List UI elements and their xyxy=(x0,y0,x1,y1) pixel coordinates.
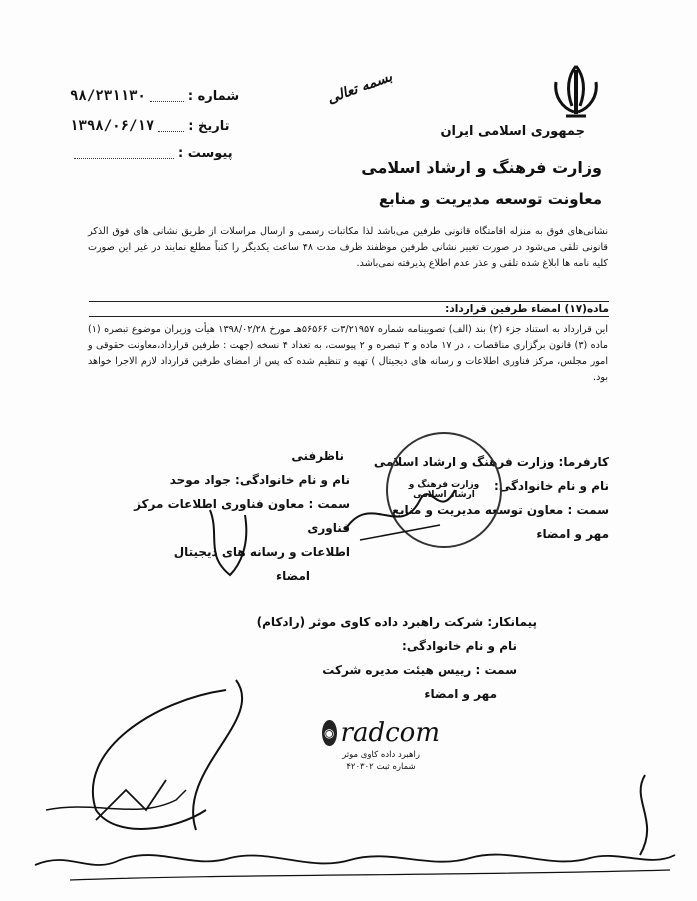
article-title: ماده(۱۷) امضاء طرفین قرارداد: xyxy=(89,301,609,317)
radcom-company-name: راهبرد داده کاوی موثر xyxy=(342,750,420,760)
letter-date-label: تاریخ : xyxy=(188,118,230,134)
letter-attachment-label: پیوست : xyxy=(178,146,233,161)
supervisor-name: نام و نام خانوادگی: جواد موحد xyxy=(169,473,350,487)
letter-number-value: ۹۸/۲۳۱۱۳۰ xyxy=(70,88,146,104)
employer-signature-icon xyxy=(340,470,460,550)
letter-attachment-row xyxy=(70,146,233,161)
ministry-stamp-text: وزارت فرهنگ و ارشاد اسلامی xyxy=(408,480,480,500)
supervisor-title: ناظرفنی xyxy=(291,449,344,463)
iran-emblem-icon xyxy=(548,62,604,120)
supervisor-sign-label: امضاء xyxy=(275,569,310,583)
radcom-registration: شماره ثبت ۴۲۰۳۰۲ xyxy=(346,762,416,772)
invocation: بسمه تعالی xyxy=(325,68,395,108)
radcom-wordmark: radcom xyxy=(340,718,440,748)
supervisor-signature-icon xyxy=(200,505,260,585)
employer-name: نام و نام خانوادگی: xyxy=(494,479,609,493)
employer-seal-label: مهر و امضاء xyxy=(536,527,609,541)
ministry-title: وزارت فرهنگ و ارشاد اسلامی xyxy=(361,158,602,177)
supervisor-position: سمت : معاون فناوری اطلاعات مرکز فناوری xyxy=(134,497,350,535)
contractor-title: پیمانکار: شرکت راهبرد داده کاوی موثر (رادکام) xyxy=(256,615,537,629)
republic-title: جمهوری اسلامی ایران xyxy=(440,124,585,139)
contract-paragraph: این قرارداد به استناد جزء (۲) بند (الف) تصویبنامه شماره ۳/۲۱۹۵۷ت ۵۶۵۶۶هـ مورخ ۱۳۹۸/۰۲/۲۸ هیأت وزیران موضوع تبصره (۱) ماده (۳) قانون برگزاری مناقصات ، در ۱۷ ماده و ۳ تبصره و ۲ پیوست، به تعداد ۴ نسخه (جهت : طرفین قرارداد،معاونت حقوقی و امور مجلس، مرکز فناوری اطلاعات و رسانه های دیجیتال ) تهیه و تنظیم شده که پس از امضای طرفین قرارداد لازم الاجرا خواهد بود. xyxy=(88,324,608,383)
letter-date-dots xyxy=(158,121,184,132)
radcom-logo-icon: ◉ xyxy=(322,720,337,746)
contractor-position: سمت : رییس هیئت مدیره شرکت xyxy=(322,663,517,677)
contractor-seal-label: مهر و امضاء xyxy=(424,687,497,701)
bottom-handwriting-icon xyxy=(30,840,680,890)
employer-title: کارفرما: وزارت فرهنگ و ارشاد اسلامی xyxy=(373,455,609,469)
contractor-signature-icon xyxy=(36,660,366,850)
letter-number-dots xyxy=(150,91,184,102)
employer-position: سمت : معاون توسعه مدیریت و منابع xyxy=(391,503,609,517)
letter-date-row xyxy=(70,118,230,134)
address-paragraph: نشانی‌های فوق به منزله اقامتگاه قانونی طرفین می‌باشد لذا مکاتبات رسمی و ارسال مراسلات از طریق نشانی های فوق الذکر قانونی تلقی می‌شود در صورت تغییر نشانی طرفین موظفند ظرف مدت ۴۸ ساعت یکدیگر را کتباً مطلع نمایند در غیر این صورت کلیه نامه ها ابلاغ شده تلقی و عذر عدم اطلاع پذیرفته نمی‌باشد. xyxy=(88,226,608,269)
letter-number-label: شماره : xyxy=(187,88,240,104)
deputy-title: معاونت توسعه مدیریت و منابع xyxy=(378,190,602,208)
letter-attachment-dots xyxy=(74,148,174,159)
contractor-name: نام و نام خانوادگی: xyxy=(402,639,517,653)
supervisor-position-cont: اطلاعات و رسانه های دیجیتال xyxy=(173,545,350,559)
letter-date-value: ۱۳۹۸/۰۶/۱۷ xyxy=(70,118,155,134)
letter-number-row xyxy=(70,88,239,104)
